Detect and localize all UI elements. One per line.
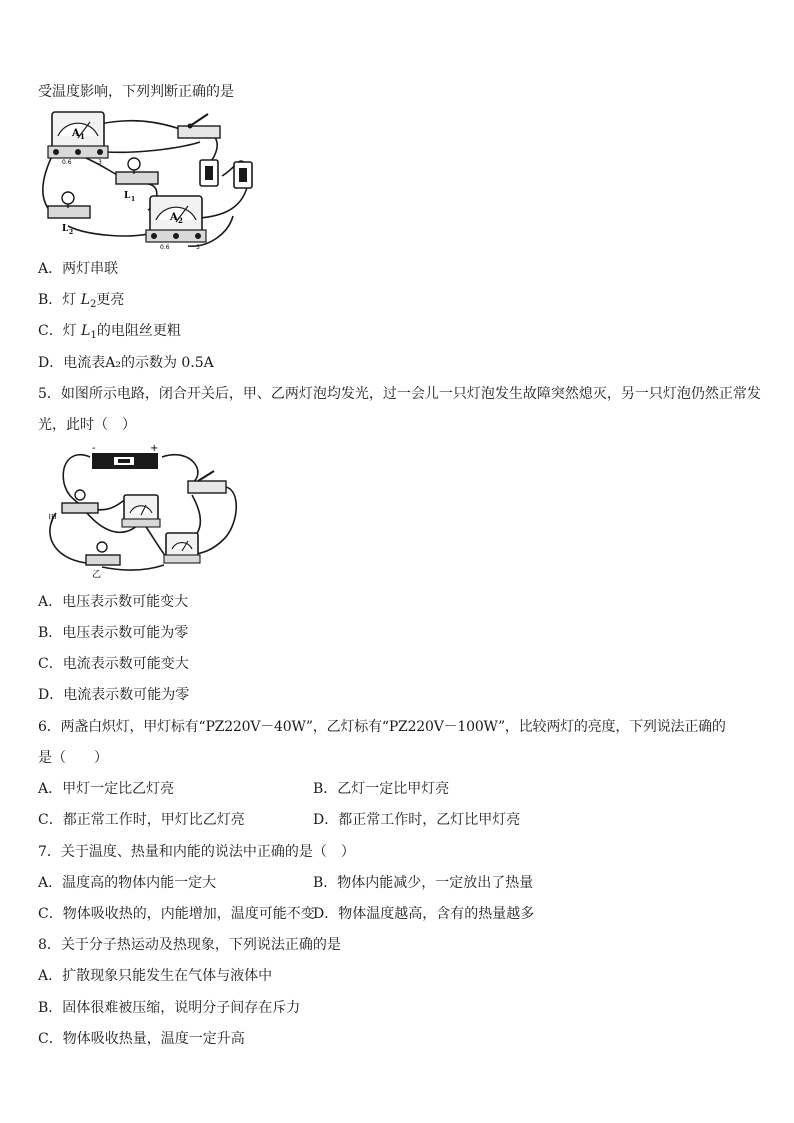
- q4-stem-tail: 受温度影响，下列判断正确的是: [38, 84, 234, 100]
- q6-option-b: B．乙灯一定比甲灯亮: [313, 781, 450, 797]
- q4-option-b-sub: 2: [90, 299, 97, 310]
- q5-battery: [92, 443, 158, 469]
- a1-sub: 1: [80, 132, 85, 141]
- a1-label: A: [72, 128, 80, 139]
- q5-minus: -: [92, 443, 96, 454]
- ammeter-a1: [48, 112, 108, 166]
- q5-lamp-jia: [48, 490, 98, 524]
- q4-option-c-sub: 1: [90, 330, 97, 341]
- q8-stem: 8．关于分子热运动及热现象，下列说法正确的是: [38, 937, 341, 953]
- q4-option-b: [38, 291, 124, 309]
- q7-option-c: C．物体吸收热的，内能增加，温度可能不变: [38, 906, 315, 922]
- q6-stem-line1: 6．两盏白炽灯，甲灯标有“PZ220V－40W”，乙灯标有“PZ220V－100W”，比较两灯的亮度，下列说法正确的: [38, 719, 726, 735]
- q7-stem: 7．关于温度、热量和内能的说法中正确的是（ ）: [38, 844, 355, 860]
- q4-option-b-var: L: [80, 292, 91, 308]
- q7-option-a: A．温度高的物体内能一定大: [38, 875, 217, 891]
- q4-option-c: [38, 322, 181, 340]
- q4-option-c-var: L: [81, 323, 91, 339]
- q5-option-c: C．电流表示数可能变大: [38, 656, 189, 672]
- q8-option-a: A．扩散现象只能发生在气体与液体中: [38, 968, 273, 984]
- switch: [178, 114, 220, 138]
- l1-label: L: [124, 191, 131, 201]
- q8-option-b: B．固体很难被压缩，说明分子间存在斥力: [38, 1000, 301, 1016]
- a1-scale2: 3: [98, 159, 102, 166]
- q5-label-jia: 甲: [48, 514, 58, 524]
- q5-option-b: B．电压表示数可能为零: [38, 625, 189, 641]
- lamp-l2: [48, 192, 90, 236]
- q4-option-a: A．两灯串联: [38, 261, 119, 277]
- q6-stem-line2: 是（ ）: [38, 750, 108, 766]
- q6-option-a: A．甲灯一定比乙灯亮: [38, 781, 175, 797]
- q4-option-b-prefix: B．灯: [38, 292, 81, 308]
- q4-option-b-suffix: 更亮: [96, 292, 125, 308]
- a2-scale2: 3: [196, 244, 200, 251]
- q4-option-d: D．电流表A₂的示数为 0.5A: [38, 355, 214, 371]
- q5-stem-line1: 5．如图所示电路，闭合开关后，甲、乙两灯泡均发光，过一会儿一只灯泡发生故障突然熄灭，另一只灯泡仍然正常发: [38, 386, 761, 402]
- q5-option-a: A．电压表示数可能变大: [38, 594, 189, 610]
- q7-option-b: B．物体内能减少，一定放出了热量: [313, 875, 534, 891]
- q5-option-d: D．电流表示数可能为零: [38, 687, 190, 703]
- q5-switch: [188, 471, 226, 493]
- q5-voltmeter: [122, 495, 160, 527]
- l1-sub: 1: [131, 196, 136, 203]
- l2-label: L: [62, 224, 69, 234]
- q5-label-yi: 乙: [92, 570, 102, 580]
- q5-circuit-figure: [42, 443, 242, 581]
- a2-scale: 0.6: [160, 244, 170, 251]
- q4-option-c-prefix: C．灯: [38, 323, 82, 339]
- q8-option-c: C．物体吸收热量，温度一定升高: [38, 1031, 245, 1047]
- q4-circuit-figure: [38, 106, 263, 251]
- a2-sub: 2: [178, 216, 183, 225]
- ammeter-a2: [146, 196, 206, 251]
- q5-lamp-yi: [86, 542, 120, 580]
- q6-option-c: C．都正常工作时，甲灯比乙灯亮: [38, 812, 245, 828]
- q5-ammeter: [164, 533, 200, 563]
- a1-scale: 0.6: [62, 159, 72, 166]
- q4-option-c-suffix: 的电阻丝更粗: [96, 323, 181, 339]
- l2-sub: 2: [69, 229, 74, 236]
- q5-plus: +: [150, 443, 159, 454]
- q6-option-d: D．都正常工作时，乙灯比甲灯亮: [313, 812, 521, 828]
- q7-option-d: D．物体温度越高，含有的热量越多: [313, 906, 535, 922]
- q5-stem-line2: 光，此时（ ）: [38, 417, 136, 433]
- a2-label: A: [170, 212, 178, 223]
